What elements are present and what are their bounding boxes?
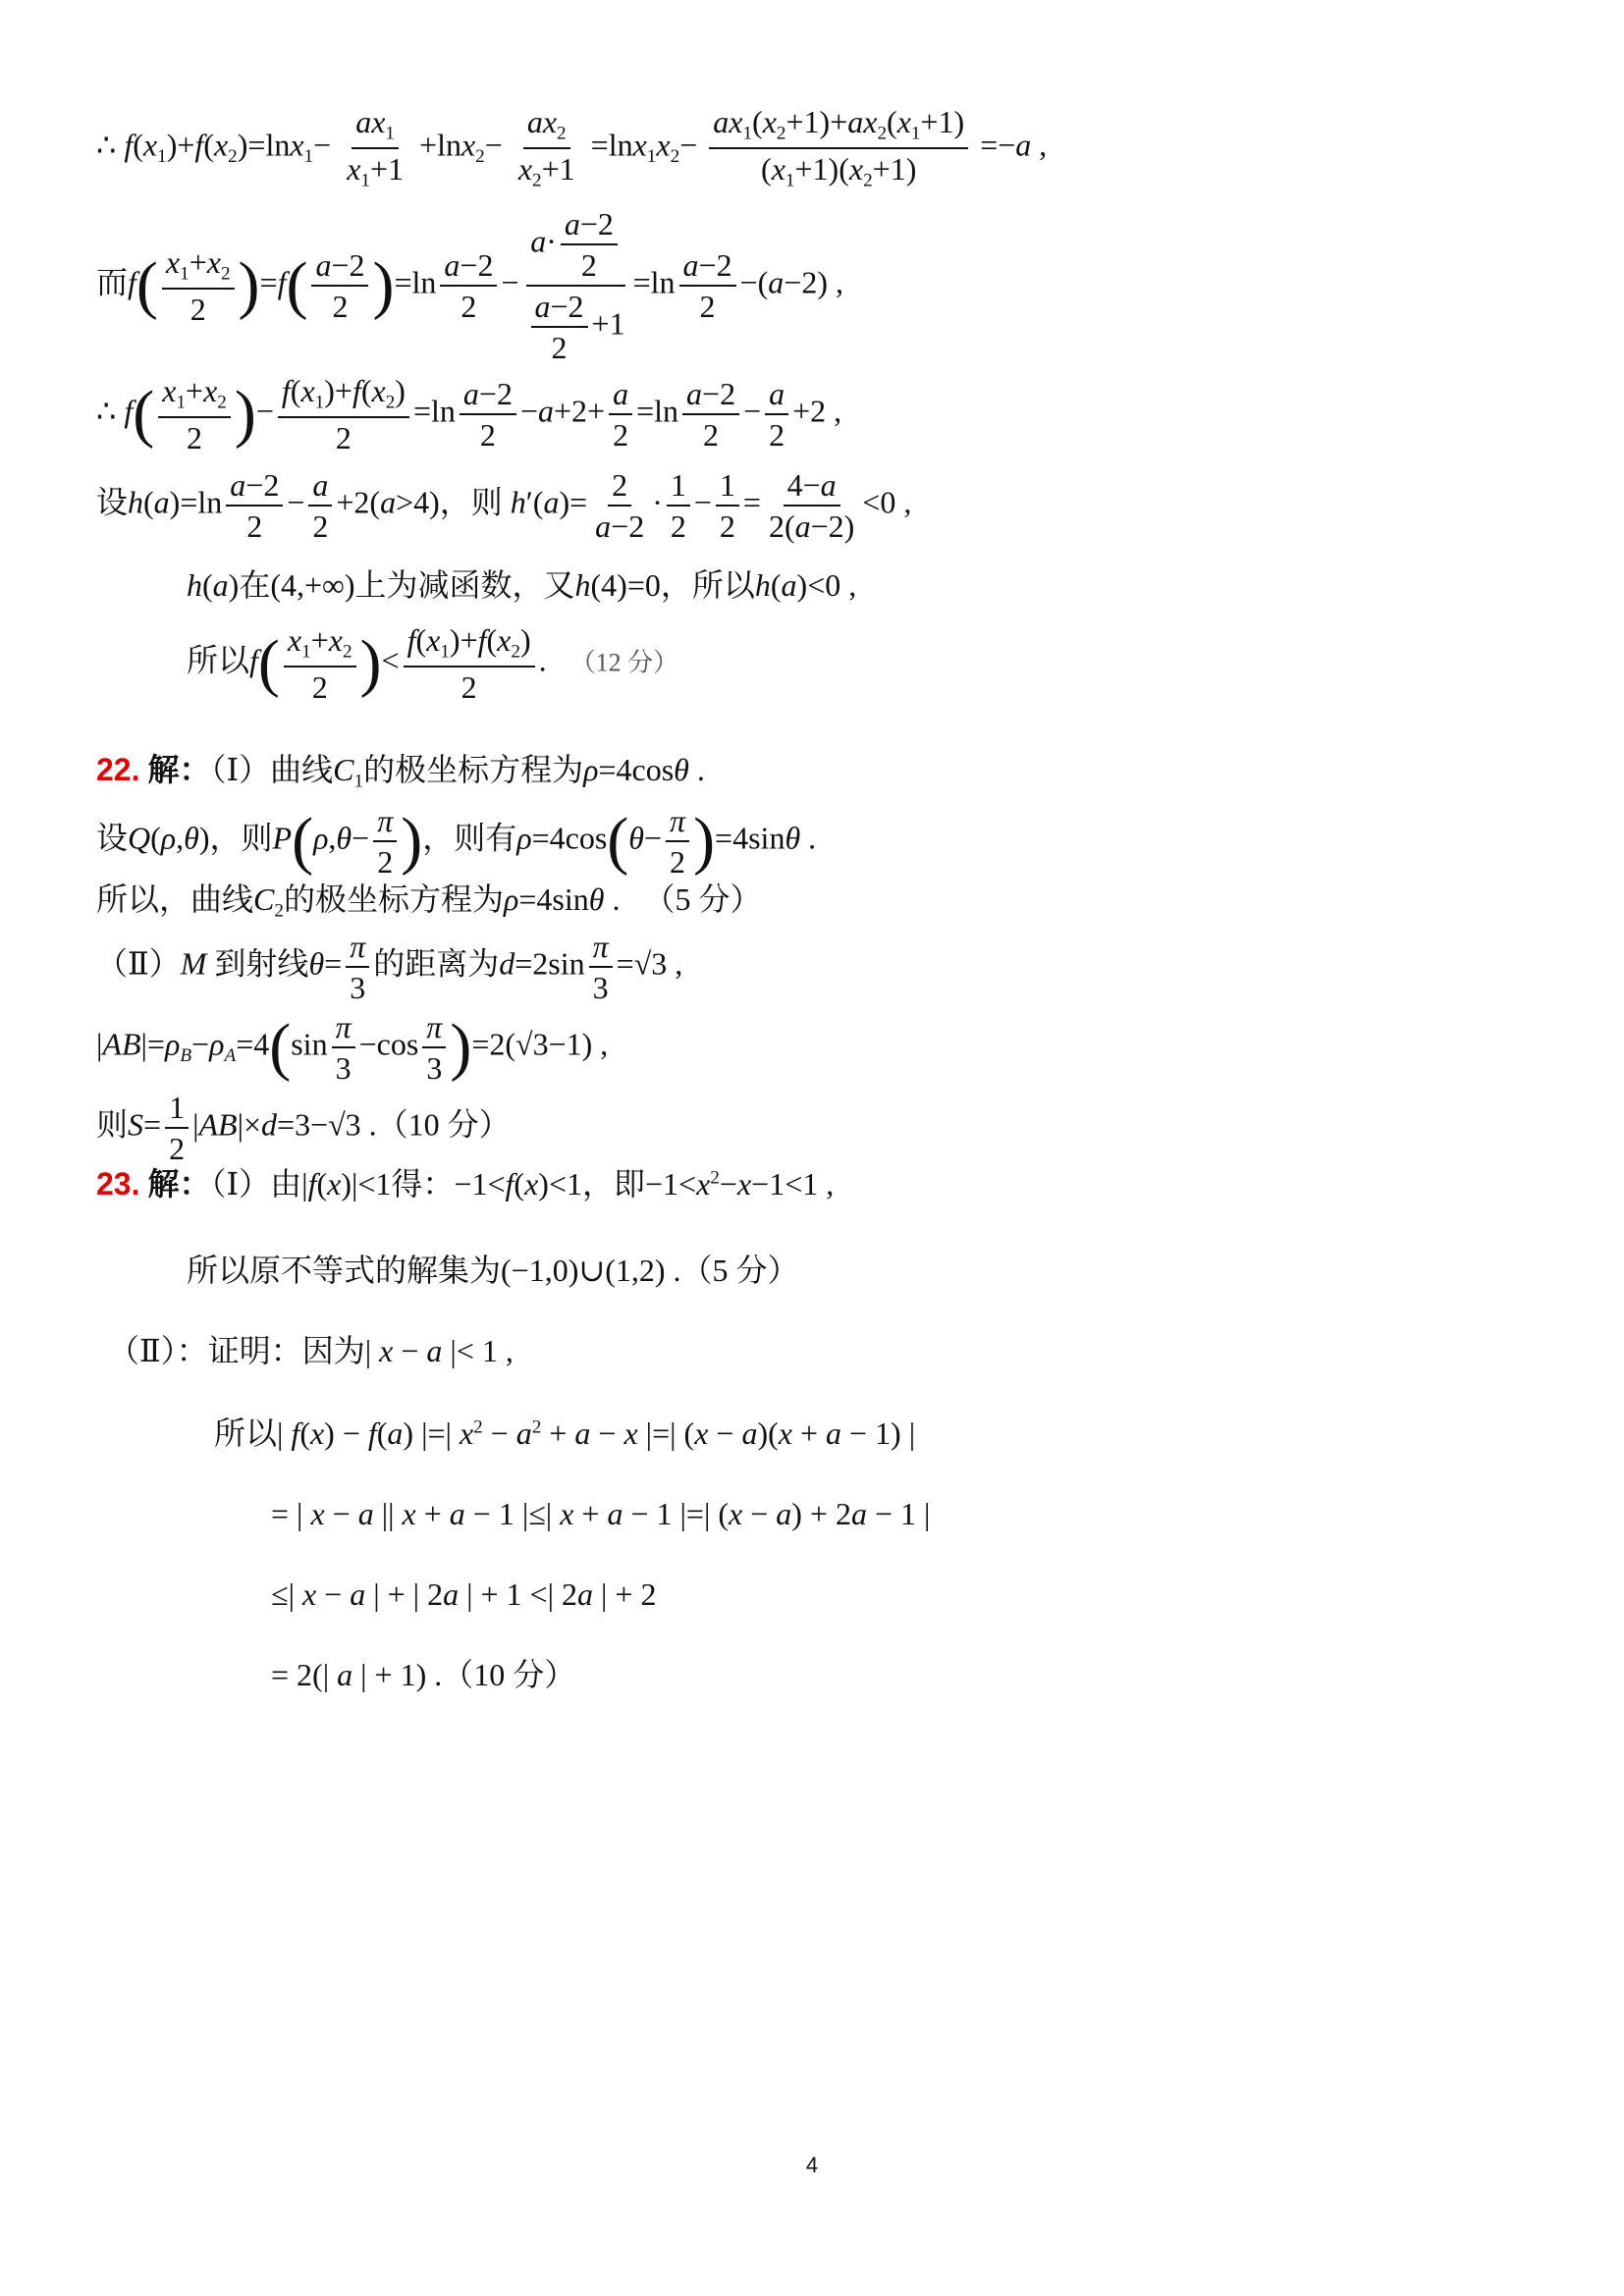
- q21-line-5: h(a)在(4,+∞)上为减函数，又h(4)=0，所以h(a)<0 ,: [187, 567, 857, 603]
- q23-line-3: （Ⅱ）：证明：因为| x − a |< 1 ,: [108, 1333, 514, 1368]
- question-number: 23.: [96, 1166, 140, 1201]
- q23-line-1: 23. 解：（Ⅰ）由|f(x)|<1得：−1<f(x)<1，即$-1<x^2-x-1<1$ ,: [96, 1166, 835, 1201]
- page-number: 4: [805, 2153, 819, 2177]
- q22-line-2: 设Q(ρ,θ)，则P(ρ,θ− $\frac{\pi}{2}$ )，则有ρ=4cos(θ− $\frac{\pi}{2}$ )=4sinθ .: [96, 803, 817, 880]
- q22-line-6: 则S= $\frac{1}{2}$ |AB|×d=3−√3 .（10 分）: [96, 1090, 511, 1166]
- score-label: （12 分）: [569, 648, 679, 677]
- therefore-symbol: ∴: [96, 127, 117, 163]
- q21-line-3: ∴ f( $\frac{x_1+x_2}{2}$ )− $\frac{f(x_1)+f(x_2)}{2}$ =ln $\frac{a-2}{2}$ −a+2+ $\frac{a}{2}$ =ln $\frac{a-2}{2}$ − $\frac{a}{2}$ +2 ,: [96, 373, 842, 455]
- q23-line-5: = | x − a || x + a − 1 |≤| x + a − 1 |=| (x − a) + 2a − 1 |: [271, 1496, 931, 1531]
- q23-line-6: ≤| x − a | + | 2a | + 1 <| 2a | + 2: [271, 1576, 657, 1612]
- q22-line-5: $|AB|=\rho_B-\rho_A=4(\sin$ $\frac{\pi}{3}$ −cos $\frac{\pi}{3}$ )=2(√3−1) ,: [96, 1009, 609, 1086]
- q21-line-2: 而f( $\frac{x_1+x_2}{2}$ )=f( $\frac{a-2}{2}$ )=ln $\frac{a-2}{2}$ − a· $\frac{a-2}{2}$ $\frac{a-2}{2}$ +1 =ln $\frac{a-2}{2}$ −(a−2) ,: [96, 206, 843, 365]
- q22-line-1: 22. 解：（Ⅰ）曲线$C_1$的极坐标方程为ρ=4cosθ .: [96, 752, 705, 792]
- question-number: 22.: [96, 752, 140, 787]
- q22-line-4: （Ⅱ）M 到射线θ= $\frac{\pi}{3}$ 的距离为d=2sin $\frac{\pi}{3}$ =√3 ,: [96, 929, 683, 1005]
- q23-line-4: 所以| f(x) − f(a) |=| $x^2 - a^2 + a - x$ |=| (x − a)(x + a − 1) |: [214, 1415, 916, 1451]
- q23-line-2: 所以原不等式的解集为(−1,0)∪(1,2) .（5 分）: [187, 1253, 799, 1288]
- q22-line-3: 所以，曲线$C_2$的极坐标方程为ρ=4sinθ . （5 分）: [96, 881, 762, 922]
- q21-line-1: ∴ $f(x_1)+f(x_2)=\ln x_1-$ $\frac{ax_1}{x_1+1}$ +lnx$_2$− $\frac{ax_2}{x_2+1}$ $=\ln x_1x_2-$ $\frac{ax_1(x_2+1)+ax_2(x_1+1)}{(x_1+1)(x_2+1)}$ =−a ,: [96, 104, 1048, 191]
- q21-line-4: 设h(a)=ln $\frac{a-2}{2}$ − $\frac{a}{2}$ +2(a>4)，则 h′(a)= $\frac{2}{a-2}$ · $\frac{1}{2}$ − $\frac{1}{2}$ = $\frac{4-a}{2(a-2)}$ <0 ,: [96, 467, 912, 544]
- q21-line-6: 所以f( $\frac{x_1+x_2}{2}$ )< $\frac{f(x_1)+f(x_2)}{2}$ . （12 分）: [187, 622, 679, 705]
- q23-line-7: = 2(| a | + 1) .（10 分）: [271, 1657, 576, 1692]
